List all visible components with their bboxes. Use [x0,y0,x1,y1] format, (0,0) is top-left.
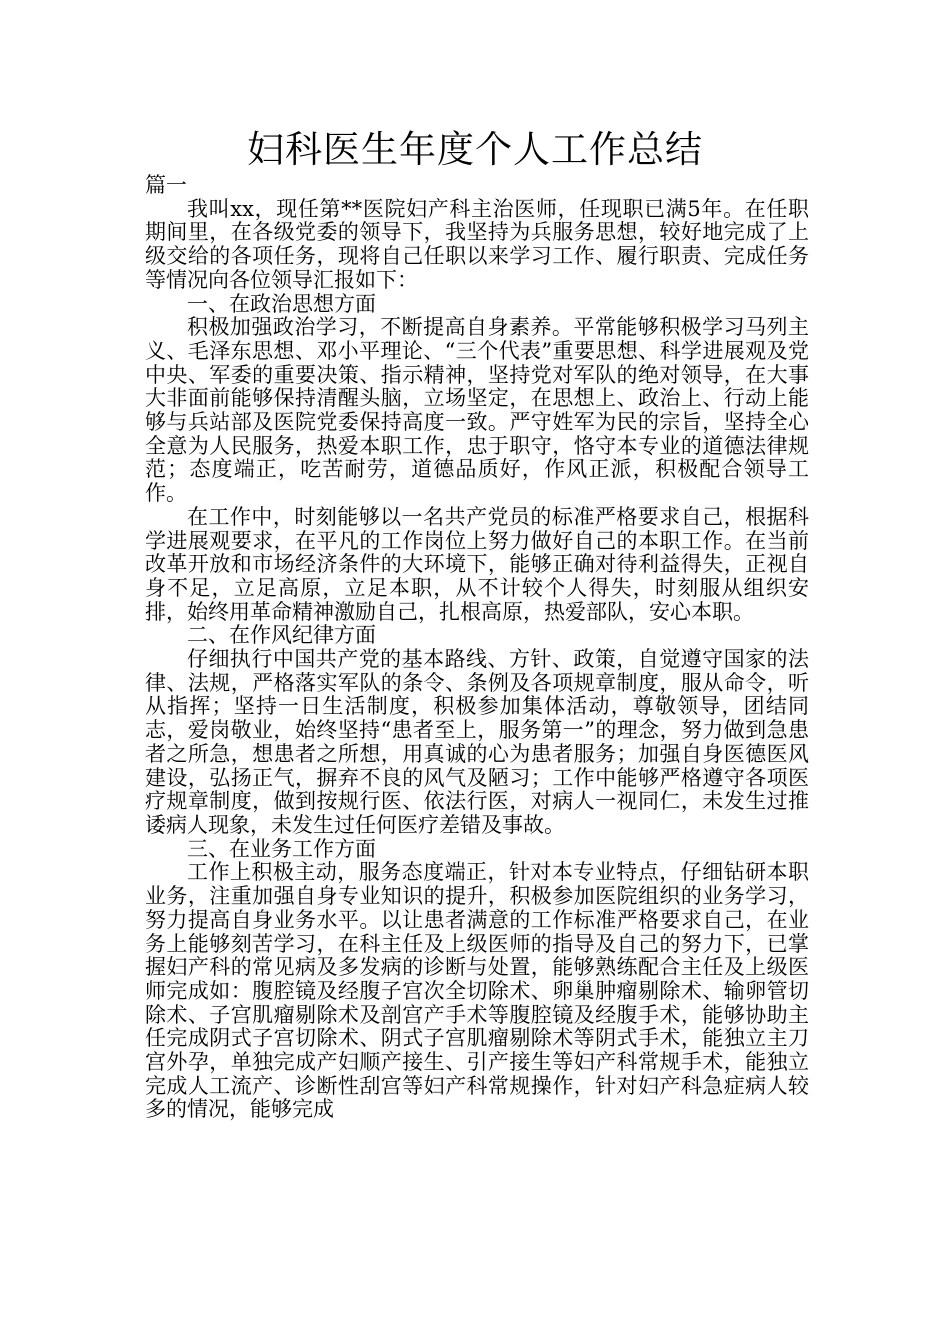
intro-paragraph: 我叫xx，现任第**医院妇产科主治医师，任现职已满5年。在任职期间里，在各级党委的领导下，我坚持为兵服务思想，较好地完成了上级交给的各项任务，现将自己任职以来学习工作、履行职责、完成任务等情况向各位领导汇报如下： [145,196,809,292]
politics-paragraph-2: 在工作中，时刻能够以一名共产党员的标准严格要求自己，根据科学进展观要求，在平凡的工作岗位上努力做好自己的本职工作。在当前改革开放和市场经济条件的大环境下，能够正确对待利益得失，正视自身不足，立足高原，立足本职，从不计较个人得失，时刻服从组织安排，始终用革命精神激励自己，扎根高原，热爱部队，安心本职。 [145,504,809,624]
politics-paragraph-1: 积极加强政治学习，不断提高自身素养。平常能够积极学习马列主义、毛泽东思想、邓小平理论、“三个代表”重要思想、科学进展观及党中央、军委的重要决策、指示精神，坚持党对军队的绝对领导，在大事大非面前能够保持清醒头脑，立场坚定，在思想上、政治上、行动上能够与兵站部及医院党委保持高度一致。严守姓军为民的宗旨，坚持全心全意为人民服务，热爱本职工作，忠于职守，恪守本专业的道德法律规范；态度端正，吃苦耐劳，道德品质好，作风正派，积极配合领导工作。 [145,315,809,506]
document-title: 妇科医生年度个人工作总结 [247,128,703,171]
section-heading-politics: 一、在政治思想方面 [187,291,376,316]
work-paragraph: 工作上积极主动，服务态度端正，针对本专业特点，仔细钻研本职业务，注重加强自身专业知识的提升，积极参加医院组织的业务学习，努力提高自身业务水平。以让患者满意的工作标准严格要求自己，在业务上能够刻苦学习，在科主任及上级医师的指导及自己的努力下，已掌握妇产科的常见病及多发病的诊断与处置，能够熟练配合主任及上级医师完成如：腹腔镜及经腹子宫次全切除术、卵巢肿瘤剔除术、输卵管切除术、子宫肌瘤剔除术及剖宫产手术等腹腔镜及经腹手术，能够协助主任完成阴式子宫切除术、阴式子宫肌瘤剔除术等阴式手术，能独立主刀宫外孕，单独完成产妇顺产接生、引产接生等妇产科常规手术，能独立完成人工流产、诊断性刮宫等妇产科常规操作，针对妇产科急症病人较多的情况，能够完成 [145,860,809,1122]
section-heading-discipline: 二、在作风纪律方面 [187,623,376,648]
section-heading-work: 三、在业务工作方面 [187,836,376,861]
section-label: 篇一 [145,173,187,197]
discipline-paragraph: 仔细执行中国共产党的基本路线、方针、政策，自觉遵守国家的法律、法规，严格落实军队的条令、条例及各项规章制度，服从命令，听从指挥；坚持一日生活制度，积极参加集体活动，尊敬领导，团结同志，爱岗敬业，始终坚持“患者至上，服务第一”的理念，努力做到急患者之所急，想患者之所想，用真诚的心为患者服务；加强自身医德医风建设，弘扬正气，摒弃不良的风气及陋习；工作中能够严格遵守各项医疗规章制度，做到按规行医、依法行医，对病人一视同仁，未发生过推诿病人现象，未发生过任何医疗差错及事故。 [145,647,809,837]
document-body [145,174,809,1122]
